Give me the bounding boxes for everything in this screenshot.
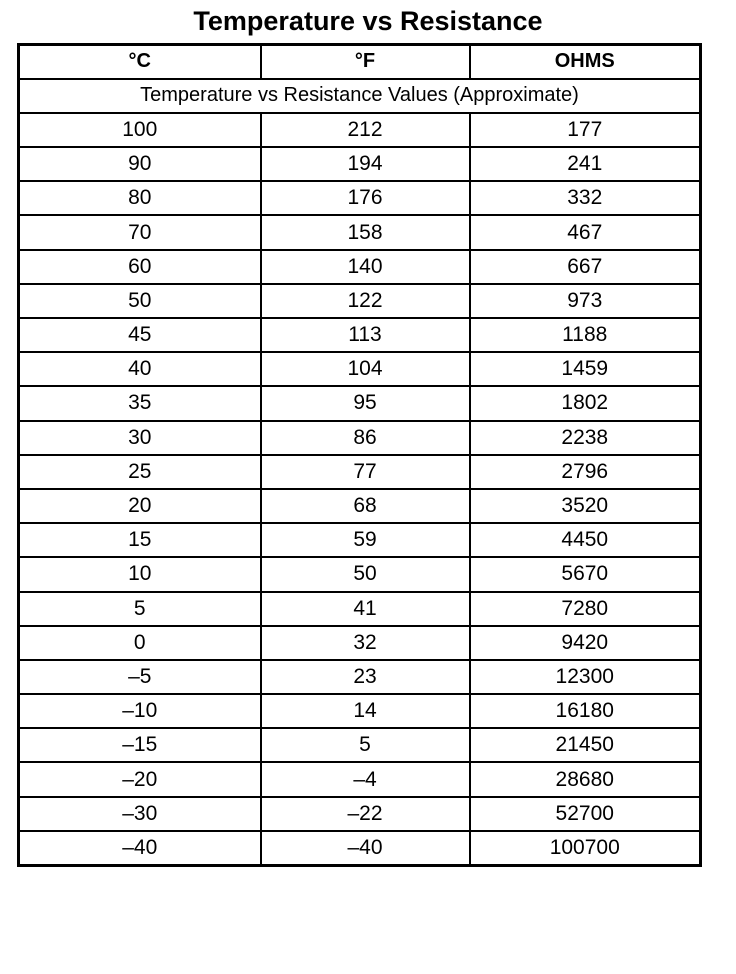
cell-celsius: 35 <box>19 386 261 420</box>
cell-fahrenheit: 113 <box>261 318 470 352</box>
table-title: Temperature vs Resistance <box>193 6 543 36</box>
cell-celsius: 40 <box>19 352 261 386</box>
cell-ohms: 332 <box>470 181 701 215</box>
cell-ohms: 1188 <box>470 318 701 352</box>
cell-fahrenheit: 41 <box>261 592 470 626</box>
table-row <box>19 147 701 181</box>
cell-ohms: 52700 <box>470 797 701 831</box>
cell-ohms: 2796 <box>470 455 701 489</box>
cell-celsius: 5 <box>19 592 261 626</box>
cell-fahrenheit: –22 <box>261 797 470 831</box>
cell-celsius: 90 <box>19 147 261 181</box>
header-celsius: °C <box>19 45 261 79</box>
table-row <box>19 181 701 215</box>
cell-celsius: –10 <box>19 694 261 728</box>
table-row <box>19 455 701 489</box>
cell-ohms: 973 <box>470 284 701 318</box>
table-row <box>19 831 701 865</box>
cell-celsius: –15 <box>19 728 261 762</box>
table-row <box>19 250 701 284</box>
cell-celsius: 0 <box>19 626 261 660</box>
table-row <box>19 694 701 728</box>
cell-celsius: –20 <box>19 762 261 796</box>
cell-celsius: 10 <box>19 557 261 591</box>
cell-ohms: 5670 <box>470 557 701 591</box>
table-row <box>19 352 701 386</box>
cell-ohms: 177 <box>470 113 701 147</box>
cell-fahrenheit: 212 <box>261 113 470 147</box>
cell-fahrenheit: –4 <box>261 762 470 796</box>
cell-ohms: 9420 <box>470 626 701 660</box>
cell-celsius: 100 <box>19 113 261 147</box>
cell-fahrenheit: 158 <box>261 215 470 249</box>
cell-fahrenheit: 59 <box>261 523 470 557</box>
table-row <box>19 215 701 249</box>
cell-ohms: 3520 <box>470 489 701 523</box>
table-row <box>19 728 701 762</box>
cell-celsius: –5 <box>19 660 261 694</box>
cell-fahrenheit: 5 <box>261 728 470 762</box>
cell-ohms: 100700 <box>470 831 701 865</box>
cell-celsius: 45 <box>19 318 261 352</box>
cell-fahrenheit: 104 <box>261 352 470 386</box>
cell-ohms: 16180 <box>470 694 701 728</box>
cell-ohms: 667 <box>470 250 701 284</box>
cell-fahrenheit: 68 <box>261 489 470 523</box>
cell-fahrenheit: –40 <box>261 831 470 865</box>
cell-celsius: 80 <box>19 181 261 215</box>
cell-ohms: 1459 <box>470 352 701 386</box>
header-fahrenheit: °F <box>261 45 470 79</box>
cell-fahrenheit: 122 <box>261 284 470 318</box>
cell-celsius: 15 <box>19 523 261 557</box>
table-row <box>19 113 701 147</box>
cell-ohms: 21450 <box>470 728 701 762</box>
cell-ohms: 241 <box>470 147 701 181</box>
table-row <box>19 284 701 318</box>
table-row <box>19 557 701 591</box>
cell-celsius: 20 <box>19 489 261 523</box>
cell-celsius: 70 <box>19 215 261 249</box>
header-ohms: OHMS <box>470 45 701 79</box>
cell-fahrenheit: 14 <box>261 694 470 728</box>
table-row <box>19 626 701 660</box>
table-subtitle: Temperature vs Resistance Values (Approximate) <box>19 79 701 113</box>
cell-fahrenheit: 140 <box>261 250 470 284</box>
table-row <box>19 318 701 352</box>
table-row <box>19 762 701 796</box>
cell-ohms: 28680 <box>470 762 701 796</box>
cell-fahrenheit: 194 <box>261 147 470 181</box>
cell-fahrenheit: 23 <box>261 660 470 694</box>
cell-celsius: 60 <box>19 250 261 284</box>
cell-ohms: 12300 <box>470 660 701 694</box>
cell-ohms: 2238 <box>470 421 701 455</box>
cell-celsius: –40 <box>19 831 261 865</box>
table-row <box>19 386 701 420</box>
cell-celsius: –30 <box>19 797 261 831</box>
cell-fahrenheit: 77 <box>261 455 470 489</box>
cell-ohms: 467 <box>470 215 701 249</box>
temperature-resistance-table <box>17 43 702 867</box>
table-row <box>19 660 701 694</box>
table-row <box>19 523 701 557</box>
table-body <box>19 113 701 865</box>
header-row <box>19 45 701 79</box>
cell-celsius: 50 <box>19 284 261 318</box>
cell-ohms: 7280 <box>470 592 701 626</box>
cell-fahrenheit: 86 <box>261 421 470 455</box>
table-row <box>19 592 701 626</box>
cell-ohms: 4450 <box>470 523 701 557</box>
cell-ohms: 1802 <box>470 386 701 420</box>
cell-celsius: 30 <box>19 421 261 455</box>
table-row <box>19 421 701 455</box>
table-row <box>19 489 701 523</box>
table-row <box>19 797 701 831</box>
cell-fahrenheit: 50 <box>261 557 470 591</box>
cell-celsius: 25 <box>19 455 261 489</box>
subtitle-row <box>19 79 701 113</box>
cell-fahrenheit: 176 <box>261 181 470 215</box>
cell-fahrenheit: 32 <box>261 626 470 660</box>
cell-fahrenheit: 95 <box>261 386 470 420</box>
